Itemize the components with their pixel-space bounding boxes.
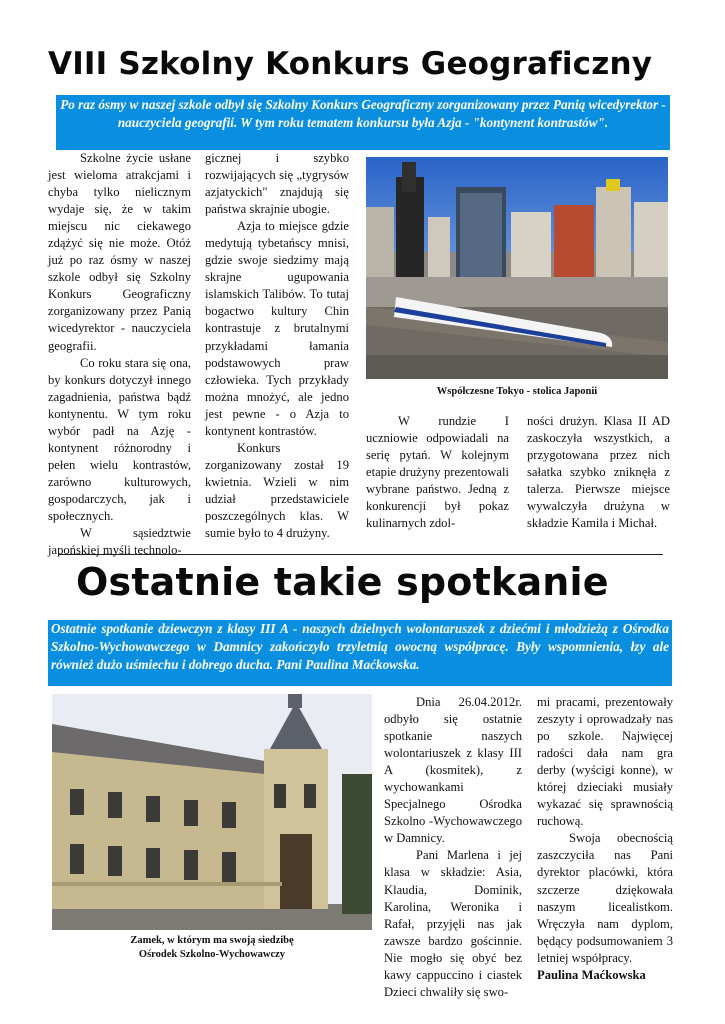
- article1-column-3: [366, 413, 509, 532]
- paragraph: W sąsiedztwie japońskiej myśli technolo-: [48, 526, 191, 558]
- paragraph: Pani Marlena i jej klasa w składzie: Asia, Klaudia, Dominik, Karolina, Weronika i Rafał, przyjęli nas jak zawsze bardzo gościnnie. Nie mogło się obyć bez kawy cappuccino i ciastek Dzieci chwaliły się swo-: [384, 848, 522, 999]
- author-signature: Paulina Maćkowska: [537, 967, 646, 982]
- article1-column-2: [205, 150, 349, 542]
- article1-lead: Po raz ósmy w naszej szkole odbył się Szkolny Konkurs Geograficzny zorganizowany przez Panią wicedyrektor - nauczyciela geografii. W tym roku tematem konkursu była Azja - "kontynent kontrastów".: [56, 95, 670, 150]
- paragraph: Konkurs zorganizowany został 19 kwietnia. Wzieli w nim udział przedstawiciele poszczególnych klas. W sumie było to 4 drużyny.: [205, 440, 349, 541]
- paragraph: Szkolne życie usłane jest wieloma atrakcjami i chyba tylko nielicznym wydaje się, że w takim miejscu nic ciekawego zdążyć się nie może. Otóż już po raz ósmy w naszej szkole odbył się Szkolny Konkurs Geograficzny zorganizowany przez Panią wicedyrektor - nauczyciela geografii.: [48, 151, 191, 353]
- caption-line: Ośrodek Szkolno-Wychowawczy: [138, 949, 286, 960]
- article1-column-4: [527, 413, 670, 532]
- article1-title: VIII Szkolny Konkurs Geograficzny: [48, 46, 653, 82]
- paragraph: mi pracami, prezentowały zeszyty i oprowadzały nas po szkole. Najwięcej radości dała nam gra derby (wyścigi konne), w której dzieciaki musiały wykazać się sprawnością ruchową.: [537, 695, 673, 829]
- tokyo-photo-caption: Współczesne Tokyo - stolica Japonii: [436, 386, 598, 397]
- article2-column-2: [537, 694, 673, 984]
- castle-photo-caption: [52, 934, 372, 962]
- section-divider: [58, 554, 663, 555]
- paragraph: Co roku stara się ona, by konkurs dotyczył innego zagadnienia, państwa bądź kontynentu. W tym roku wybór padł na Azję - kontynent różnorodny i pełen wielu kontrastów, zarówno kulturowych, gospodarczych, jak i społecznych.: [48, 355, 191, 523]
- paragraph: Dnia 26.04.2012r. odbyło się ostatnie spotkanie naszych wolontariuszek z klasy III A (kosmitek), z wychowankami Specjalnego Ośrodka Szkolno -Wychowawczego w Damnicy.: [384, 695, 522, 846]
- caption-line: Zamek, w którym ma swoją siedzibę: [130, 935, 294, 946]
- tokyo-photo: [366, 157, 668, 379]
- paragraph: Azja to miejsce gdzie medytują tybetańscy mnisi, gdzie swoje siedzimy mają skrajne ugupowania islamskich Talibów. To tutaj bogactwo kultury Chin kontrastuje z brutalnymi przykładami łamania podstawowych praw człowieka. Tych przykłady można mnożyć, ale jedno jest pewne - o Azja to kontynent kontrastów.: [205, 219, 349, 438]
- article2-title: Ostatnie takie spotkanie: [76, 560, 609, 604]
- article1-column-1: [48, 150, 191, 559]
- paragraph: gicznej i szybko rozwijających się „tygrysów azjatyckich" znajdują się państwa skrajnie ubogie.: [205, 151, 349, 217]
- paragraph: Swoja obecnością zaszczyciła nas Pani dyrektor placówki, która szczerze dziękowała naszym licealistkom. Wręczyła nam dyplom, będący podsumowaniem 3 letniej współpracy.: [537, 831, 673, 965]
- article2-column-1: [384, 694, 522, 1001]
- paragraph: ności drużyn. Klasa II AD zaskoczyła wszystkich, a przygotowana przez nich sałatka szybko zniknęła z talerza. Pierwsze miejsce wywalczyła drużyna w składzie Kamila i Michał.: [527, 414, 670, 531]
- article2-lead: Ostatnie spotkanie dziewczyn z klasy III A - naszych dzielnych wolontaruszek z dziećmi i młodzieżą z Ośrodka Szkolno-Wychowawczego w Damnicy zakończyło trzyletnią owocną współpracę. Były wspomnienia, łzy ale również dużo uśmiechu i dobrego ducha. Pani Paulina Maćkowska.: [48, 620, 672, 686]
- paragraph: W rundzie I uczniowie odpowiadali na serię pytań. W kolejnym etapie drużyny prezentowali wybrane państwo. Jedną z konkurencji był pokaz kulinarnych zdol-: [366, 414, 509, 531]
- castle-photo: [52, 694, 372, 930]
